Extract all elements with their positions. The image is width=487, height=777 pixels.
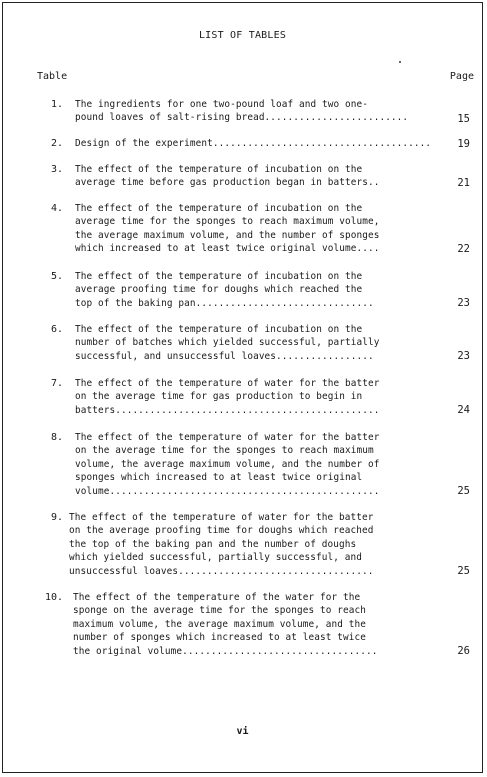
entry-page: 25 bbox=[457, 565, 470, 577]
column-header-table: Table bbox=[37, 71, 68, 82]
entry-page: 26 bbox=[457, 645, 470, 657]
entry-title: Design of the experiment...................................... bbox=[75, 138, 432, 149]
entry-page: 19 bbox=[457, 138, 470, 150]
entry-number: 9. bbox=[50, 512, 63, 523]
document-page bbox=[2, 2, 483, 773]
entry-title: The effect of the temperature of incubation on the average proofing time for doughs which reached the top of the baking pan............................... bbox=[75, 271, 374, 309]
entry-number: 2. bbox=[50, 138, 63, 149]
entry-title: The effect of the temperature of the water for the sponge on the average time for the sponges to reach maximum volume, the average maximum volume, and the number of sponges which increased to at least twice the original volume.................................. bbox=[73, 592, 378, 657]
entry-page: 23 bbox=[457, 297, 470, 309]
entry-number: 1. bbox=[50, 99, 63, 110]
page-folio: vi bbox=[236, 726, 249, 737]
entry-page: 25 bbox=[457, 485, 470, 497]
entry-title: The effect of the temperature of water for the batter on the average time for gas production to begin in batters.............................................. bbox=[75, 378, 380, 416]
entry-title: The effect of the temperature of incubation on the number of batches which yielded successful, partially successful, and unsuccessful loaves................. bbox=[75, 324, 380, 362]
entry-page: 15 bbox=[457, 113, 470, 125]
entry-number: 8. bbox=[50, 432, 63, 443]
entry-page: 22 bbox=[457, 243, 470, 255]
entry-number: 6. bbox=[50, 324, 63, 335]
entry-title: The effect of the temperature of incubation on the average time for the sponges to reach maximum volume, the average maximum volume, and the number of sponges which increased to at least twice original volume.... bbox=[75, 203, 380, 255]
entry-title: The effect of the temperature of incubation on the average time before gas production began in batters.. bbox=[75, 164, 380, 189]
entry-number: 10. bbox=[44, 592, 63, 603]
entry-page: 23 bbox=[457, 350, 470, 362]
entry-title: The effect of the temperature of water for the batter on the average time for the sponges to reach maximum volume, the average maximum volume, and the number of sponges which increased to at least twice original volume............................................... bbox=[75, 432, 380, 497]
entry-title: The effect of the temperature of water for the batter on the average proofing time for doughs which reached the top of the baking pan and the number of doughs which yielded successful, partially successful, and unsuccessful loaves.................................. bbox=[69, 512, 374, 577]
entry-page: 21 bbox=[457, 177, 470, 189]
column-header-page: Page bbox=[449, 71, 474, 82]
entry-number: 3. bbox=[50, 164, 63, 175]
entry-number: 7. bbox=[50, 378, 63, 389]
paper-speck bbox=[399, 61, 401, 63]
entry-number: 4. bbox=[50, 203, 63, 214]
entry-page: 24 bbox=[457, 404, 470, 416]
entry-number: 5. bbox=[50, 271, 63, 282]
page-title: LIST OF TABLES bbox=[198, 30, 287, 41]
entry-title: The ingredients for one two-pound loaf and two one- pound loaves of salt-rising bread......................... bbox=[75, 99, 409, 124]
